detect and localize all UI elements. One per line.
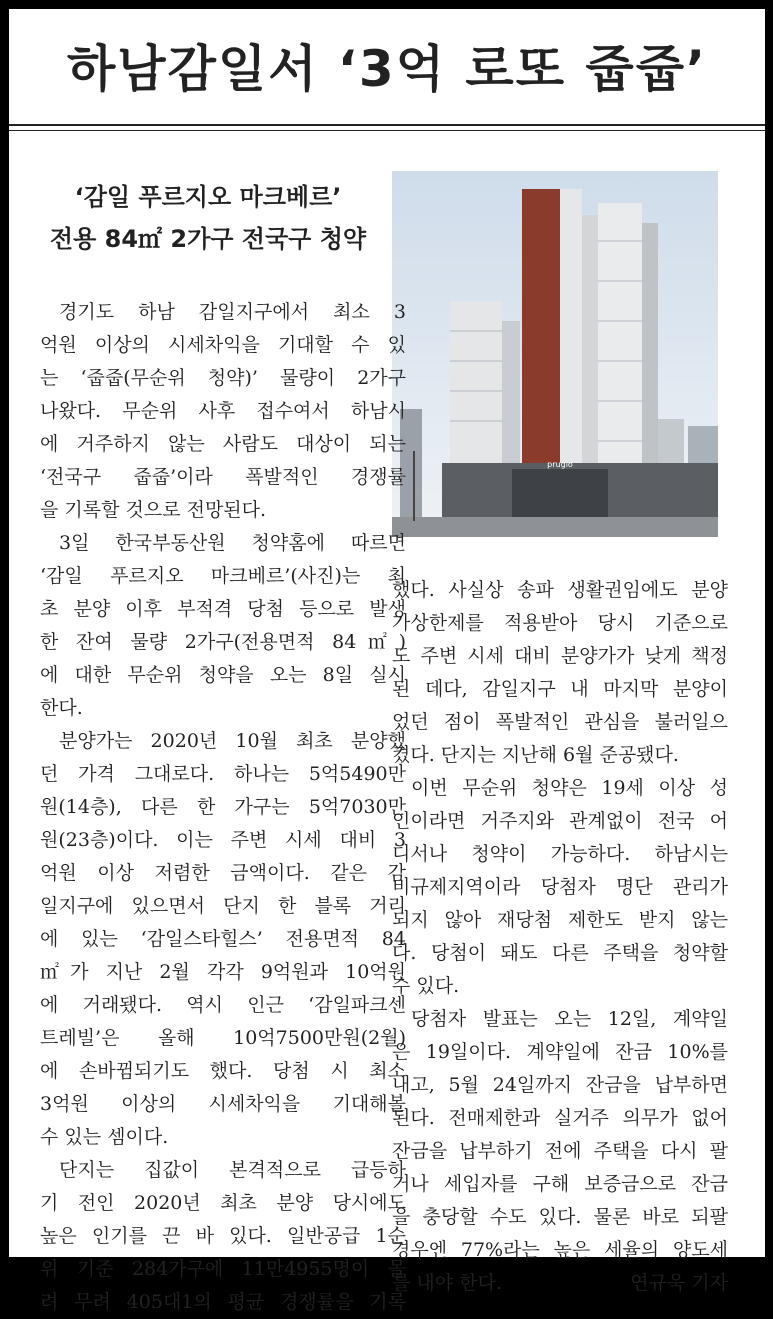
article-line-text: 인이라면 거주지와 관계없이 전국 어 <box>392 810 728 832</box>
article-line-text: 된 데다, 감일지구 내 마지막 분양이 <box>392 678 728 700</box>
article-line <box>40 1121 406 1154</box>
subheadline-1: ‘감일 푸르지오 마크베르’ <box>74 183 342 211</box>
article-line <box>40 824 406 857</box>
article-line-text: 원(23층)이다. 이는 주변 시세 대비 3 <box>40 829 406 851</box>
article-line-text: 분양가는 2020년 10월 최초 분양했 <box>59 730 406 752</box>
article-line-text: 기 전인 2020년 최초 분양 당시에도 <box>40 1192 406 1214</box>
article-line <box>40 1253 406 1286</box>
article-line-text: 거나 세입자를 구해 보증금으로 잔금 <box>392 1173 728 1195</box>
article-line-text: 트레빌’은 올해 10억7500만원(2월) <box>40 1027 406 1049</box>
article-line <box>392 1201 728 1234</box>
article-line <box>40 923 406 956</box>
headline-rule-thin <box>9 130 765 131</box>
article-line <box>40 593 406 626</box>
article-line-text: 되지 않아 재당첨 제한도 받지 않는 <box>392 909 728 931</box>
article-line-text: 3일 한국부동산원 청약홈에 따르면 <box>59 532 406 554</box>
subheadline-2: 전용 84㎡ 2가구 전국구 청약 <box>49 225 367 253</box>
article-line <box>40 956 406 989</box>
article-line <box>392 640 728 673</box>
article-line-text: 경우엔 77%라는 높은 세율의 양도세 <box>392 1239 728 1261</box>
headline-rule <box>9 124 765 126</box>
article-line-text: 을 충당할 수도 있다. 물론 바로 되팔 <box>392 1206 728 1228</box>
article-line <box>392 805 728 838</box>
article-line-text: 도 주변 시세 대비 분양가가 낮게 책정 <box>392 645 728 667</box>
article-line <box>40 461 406 494</box>
article-line <box>40 296 406 329</box>
article-line-text: 했다. 사실상 송파 생활권임에도 분양 <box>392 579 728 601</box>
article-line <box>392 706 728 739</box>
article-line <box>40 1022 406 1055</box>
article-line <box>40 1154 406 1187</box>
article-line-text: 억원 이상의 시세차익을 기대할 수 있 <box>40 334 406 356</box>
article-line <box>392 937 728 970</box>
article-line <box>392 607 728 640</box>
article-line <box>40 626 406 659</box>
article-line <box>40 527 406 560</box>
article-line-text: 된다. 전매제한과 실거주 의무가 없어 <box>392 1107 728 1129</box>
article-line <box>40 329 406 362</box>
article-line <box>40 395 406 428</box>
photo-sign: prugio <box>547 460 573 469</box>
headline: 하남감일서 ‘3억 로또 줍줍’ <box>67 40 707 98</box>
article-line <box>40 659 406 692</box>
article-line <box>392 838 728 871</box>
article-line <box>40 428 406 461</box>
article-line <box>392 772 728 805</box>
article-line <box>40 989 406 1022</box>
article-line <box>392 1036 728 1069</box>
article-line <box>392 904 728 937</box>
article-line-text: 당첨자 발표는 오는 12일, 계약일 <box>411 1008 728 1030</box>
article-line-text: 억원 이상 저렴한 금액이다. 같은 감 <box>40 862 406 884</box>
article-line <box>40 1187 406 1220</box>
article-line-text: 한다. <box>40 697 83 719</box>
article-line-text: 경기도 하남 감일지구에서 최소 3 <box>59 301 406 323</box>
article-line-text: 디서나 청약이 가능하다. 하남시는 <box>392 843 728 865</box>
article-line <box>392 1069 728 1102</box>
article-line <box>392 1003 728 1036</box>
article-line-text: 높은 인기를 끈 바 있다. 일반공급 1순 <box>40 1225 406 1247</box>
article-line-text: 한 잔여 물량 2가구(전용면적 84㎡) <box>40 631 406 653</box>
article-line-text: 은 19일이다. 계약일에 잔금 10%를 <box>392 1041 728 1063</box>
article-line <box>40 1088 406 1121</box>
article-line-text: 잔금을 납부하기 전에 주택을 다시 팔 <box>392 1140 728 1162</box>
article-line-text: 초 분양 이후 부적격 당첨 등으로 발생 <box>40 598 406 620</box>
article-line <box>392 574 728 607</box>
article-line-text: 내고, 5월 24일까지 잔금을 납부하면 <box>392 1074 728 1096</box>
article-line-text: 켰다. 단지는 지난해 6월 준공됐다. <box>392 744 679 766</box>
article-line <box>40 692 406 725</box>
article-column-left <box>40 296 406 1319</box>
article-line <box>392 1102 728 1135</box>
article-line-text: 에 거래됐다. 역시 인근 ‘감일파크센 <box>40 994 406 1016</box>
article-line-text: 에 거주하지 않는 사람도 대상이 되는 <box>40 433 406 455</box>
article-line-text: 을 기록할 것으로 전망된다. <box>40 499 267 521</box>
article-line-text: 단지는 집값이 본격적으로 급등하 <box>59 1159 406 1181</box>
article-line-text: ㎡가 지난 2월 각각 9억원과 10억원 <box>40 961 406 983</box>
article-line <box>40 890 406 923</box>
article-line <box>40 791 406 824</box>
article-line-text: 려 무려 405대1의 평균 경쟁률을 기록 <box>40 1291 406 1313</box>
article-line <box>392 1234 728 1267</box>
article-line <box>40 857 406 890</box>
article-line-text: 3억원 이상의 시세차익을 기대해볼 <box>40 1093 406 1115</box>
apartment-photo <box>392 171 718 537</box>
article-line-text: 위 기준 284가구에 11만4955명이 몰 <box>40 1258 406 1280</box>
newspaper-clipping <box>9 9 765 1313</box>
article-line-text: 를 내야 한다. <box>392 1272 502 1294</box>
article-line-text: ‘전국구 줍줍’이라 폭발적인 경쟁률 <box>40 466 406 488</box>
article-line <box>40 725 406 758</box>
article-line-text: 나왔다. 무순위 사후 접수여서 하남시 <box>40 400 406 422</box>
article-line <box>392 970 728 1003</box>
article-line <box>40 1286 406 1319</box>
article-line <box>40 1055 406 1088</box>
article-line <box>40 758 406 791</box>
article-line-text: 다. 당첨이 돼도 다른 주택을 청약할 <box>392 942 728 964</box>
article-line <box>392 673 728 706</box>
article-line <box>40 494 406 527</box>
article-line-text: 수 있다. <box>392 975 460 997</box>
article-line-text: 수 있는 셈이다. <box>40 1126 169 1148</box>
article-line <box>392 1135 728 1168</box>
article-line-text: 원(14층), 다른 한 가구는 5억7030만 <box>40 796 406 818</box>
article-line <box>40 1220 406 1253</box>
article-line <box>392 739 728 772</box>
article-line-text: 비규제지역이라 당첨자 명단 관리가 <box>392 876 728 898</box>
article-line-text: 었던 점이 폭발적인 관심을 불러일으 <box>392 711 728 733</box>
article-line-text: 에 대한 무순위 청약을 오는 8일 실시 <box>40 664 406 686</box>
article-line <box>392 1168 728 1201</box>
article-line-text: 이번 무순위 청약은 19세 이상 성 <box>411 777 728 799</box>
article-line-text: 일지구에 있으면서 단지 한 블록 거리 <box>40 895 406 917</box>
article-line <box>40 560 406 593</box>
article-line-text: ‘감일 푸르지오 마크베르’(사진)는 최 <box>40 565 406 587</box>
article-line-text: 에 손바뀜되기도 했다. 당첨 시 최소 <box>40 1060 406 1082</box>
article-line <box>392 871 728 904</box>
article-line <box>392 1267 728 1300</box>
article-line-text: 던 가격 그대로다. 하나는 5억5490만 <box>40 763 406 785</box>
article-line-text: 에 있는 ‘감일스타힐스’ 전용면적 84 <box>40 928 406 950</box>
byline: 연규욱 기자 <box>630 1272 728 1294</box>
article-line-text: 는 ‘줍줍(무순위 청약)’ 물량이 2가구 <box>40 367 406 389</box>
article-line <box>40 362 406 395</box>
article-line-text: 가상한제를 적용받아 당시 기준으로 <box>392 612 728 634</box>
article-column-right <box>392 574 728 1300</box>
